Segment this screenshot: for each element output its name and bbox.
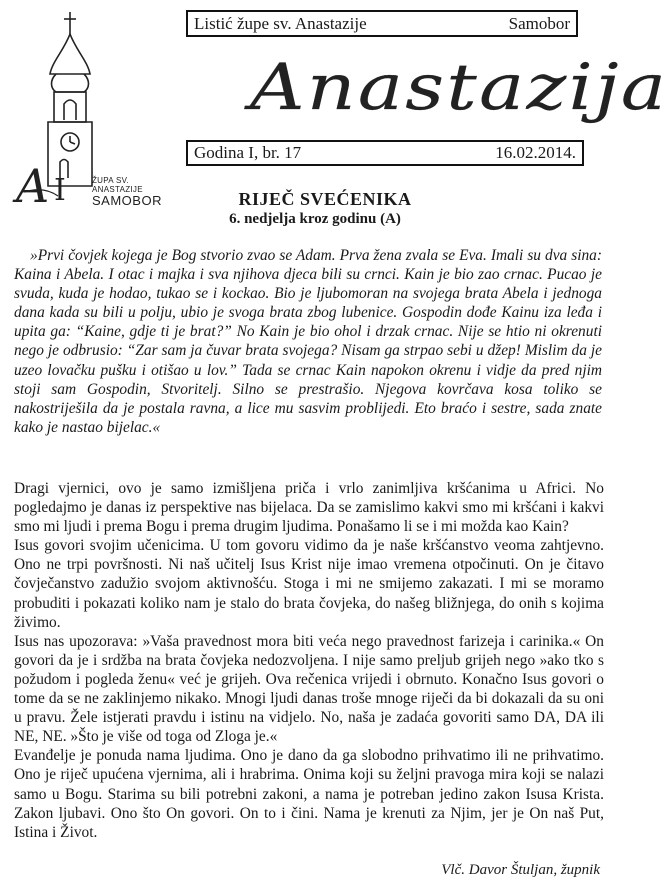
- issue-date: 16.02.2014.: [495, 143, 576, 162]
- masthead-title: Anastazija: [250, 51, 668, 125]
- body-paragraph-1: Dragi vjernici, ovo je samo izmišljena priča i vrlo zanimljiva kršćanima u Africi. No pogledajmo je danas iz perspektive nas bijelaca. Da se zamislimo kakvi smo mi kršćani i kakvi smo mi ljudi i prema Bogu i prema drugim ljudima. Ponašamo li se i mi možda kao Kain?: [14, 480, 604, 536]
- logo-parish-line-1: ŽUPA SV.: [92, 176, 130, 185]
- publication-name: Listić župe sv. Anastazije: [194, 14, 367, 33]
- story-text: »Prvi čovjek kojega je Bog stvorio zvao se Adam. Prva žena zvala se Eva. Imali su dva sina: Kaina i Abela. I otac i majka i sva njihova djeca bili su crnci. Kain je bio zao crnac. Pucao je svuda, kuda je hodao, tukao se i kockao. Bio je ljubomoran na svojega brata Abela i jednoga dana kada su bili u polju, ubio je svoga brata zbog lubenice. Gospodin dođe Kainu iza leđa i upita ga: “Kaine, gdje ti je brat?” No Kain je bio ohol i drzak crnac. Nije se htio ni okrenuti nego je odbrusio: “Zar sam ja čuvar brata svojega? Nisam ga strpao sebi u džep! Mislim da je uzeo lovačku pušku i otišao u lov.” Tada se crnac Kain napokon okrenu i vidje da pred njim stoji sam Gospodin, Stvoritelj. Silno se prestrašio. Njegova kovrčava kosa toliko se nakostriješila da je postala ravna, a lice mu sasvim problijedi. Eto braćo i sestre, sada znate kako je nastao bijelac.«: [14, 247, 602, 436]
- article-subtitle: 6. nedjelja kroz godinu (A): [229, 211, 401, 227]
- author-signature: Vlč. Davor Štuljan, župnik: [441, 862, 600, 878]
- body-paragraph-4: Evanđelje je ponuda nama ljudima. Ono je dano da ga slobodno prihvatimo ili ne prihvatimo. Ono je riječ upućena vjernima, ali i hrabrima. Onima koji su željni pravoga mira koji se nalazi samo u Bogu. Starima su bili potrebni zakoni, a nama je potreban jedino zakon Isusa Krista. Zakon ljubavi. Ono što On govori. On to i čini. Nama je krenuti za Njim, jer je On naš Put, Istina i Život.: [14, 747, 604, 841]
- svg-text:I: I: [54, 173, 66, 208]
- issue-number: Godina I, br. 17: [194, 143, 302, 162]
- article-heading: [0, 188, 620, 228]
- publication-header-box: [186, 10, 578, 37]
- story-paragraph: [14, 246, 602, 437]
- issue-header-box: [186, 140, 584, 166]
- svg-text:A: A: [16, 159, 50, 213]
- body-paragraph-2: Isus govori svojim učenicima. U tom govoru vidimo da je naše kršćanstvo veoma zahtjevno. Ono ne trpi površnosti. Ni naš učitelj Isus Krist nije imao vremena otpočinuti. On je čitavo čovječanstvo zadužio svojom aktivnošću. Stoga i mi ne smijemo zakazati. I mi se moramo probuditi i pokazati koliko nam je stalo do brata čovjeka, do našeg bližnjega, do onih s kojima živimo.: [14, 537, 604, 631]
- publication-town: Samobor: [508, 14, 570, 33]
- logo-parish-line-2: ANASTAZIJE: [92, 185, 143, 194]
- article-title: RIJEČ SVEĆENIKA: [238, 189, 412, 209]
- article-body: [14, 479, 604, 842]
- body-paragraph-3: Isus nas upozorava: »Vaša pravednost mora biti veća nego pravednost farizeja i carinika.« On govori da je i srdžba na brata čovjeka nedozvoljena. I nije samo preljub grijeh nego »ako tko s požudom i pogleda ženu« već je grijeh. Ova rečenica vrijedi i obrnuto. Konačno Isus govori o tome da se ne zaklinjemo nikako. Mnogi ljudi danas troše mnoge riječi da bi dokazali da su oni u pravu. Žele istjerati pravdu i istinu na vidjelo. No, naša je zadaća govoriti samo DA, DA ili NE, NE. »Što je više od toga od Zloga je.«: [14, 632, 604, 746]
- logo-town: SAMOBOR: [92, 193, 162, 208]
- parish-logo: [14, 10, 174, 213]
